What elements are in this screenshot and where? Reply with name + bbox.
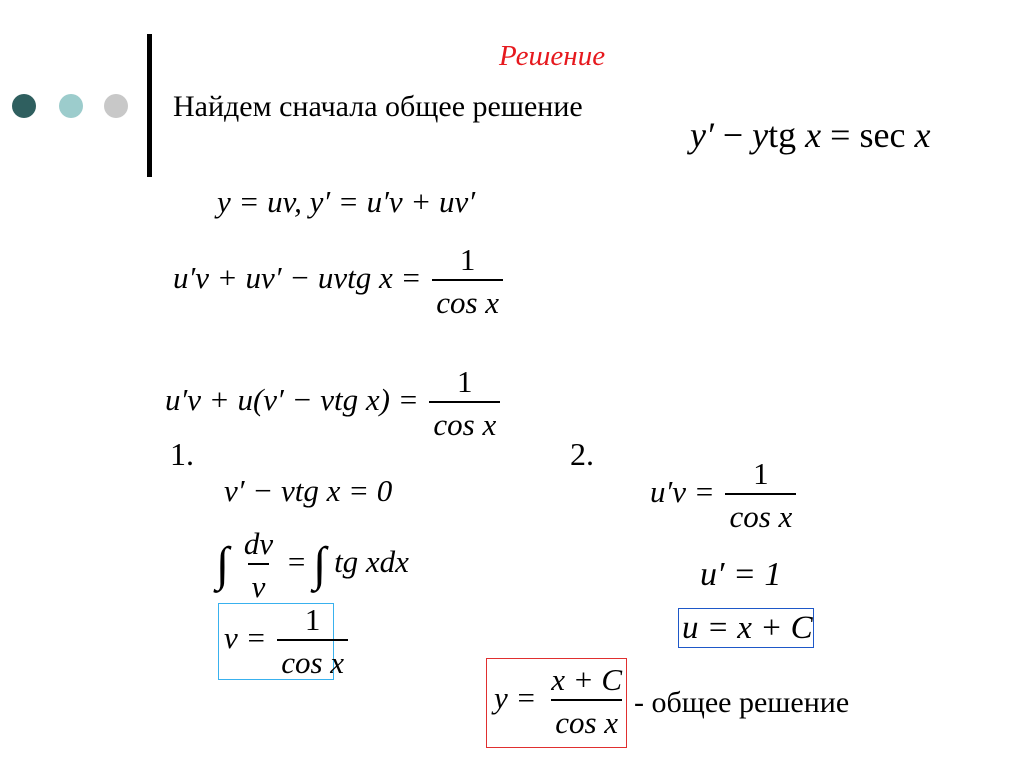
intro-text: Найдем сначала общее решение bbox=[173, 90, 583, 123]
part2-fraction: $\frac{1}{\text{cos x}}$ bbox=[725, 458, 796, 532]
step-a-fraction: $\frac{1}{\text{cos x}}$ bbox=[432, 244, 503, 318]
v-result: v = $\frac{1}{\text{cos x}}$ bbox=[224, 604, 351, 678]
main-equation: y′ − ytg x = sec x bbox=[690, 115, 931, 155]
substitution-formula: y = uv, y′ = u′v + uv′ bbox=[217, 184, 476, 219]
v-result-fraction: $\frac{1}{\text{cos x}}$ bbox=[277, 604, 348, 678]
part2-equation: u′v = $\frac{1}{\text{cos x}}$ bbox=[650, 458, 799, 532]
part1-equation: v′ − vtg x = 0 bbox=[224, 473, 393, 508]
step-b-equation: u′v + u(v′ − vtg x) = $\frac{1}{\text{cos x}}$ bbox=[165, 366, 503, 440]
final-solution: y = $\frac{x + C}{\text{cos x}}$ bbox=[494, 664, 629, 738]
decor-dot-dark bbox=[12, 94, 36, 118]
vertical-divider bbox=[147, 34, 152, 177]
step-b-fraction: $\frac{1}{\text{cos x}}$ bbox=[429, 366, 500, 440]
part1-integral: ∫ $\frac{dv}{v}$ = ∫ tg xdx bbox=[216, 526, 409, 604]
integral-fraction: $\frac{dv}{v}$ bbox=[243, 526, 274, 604]
part2-label: 2. bbox=[570, 436, 594, 472]
u-derivative: u′ = 1 bbox=[700, 556, 782, 593]
step-a-equation: u′v + uv′ − uvtg x = $\frac{1}{\text{cos x}}$ bbox=[173, 244, 506, 318]
part1-label: 1. bbox=[170, 436, 194, 472]
decor-dot-teal bbox=[59, 94, 83, 118]
slide-title: Решение bbox=[499, 40, 606, 72]
decor-dot-gray bbox=[104, 94, 128, 118]
final-fraction: $\frac{x + C}{\text{cos x}}$ bbox=[551, 662, 623, 740]
final-caption: - общее решение bbox=[634, 686, 850, 719]
u-result: u = x + C bbox=[682, 610, 813, 646]
